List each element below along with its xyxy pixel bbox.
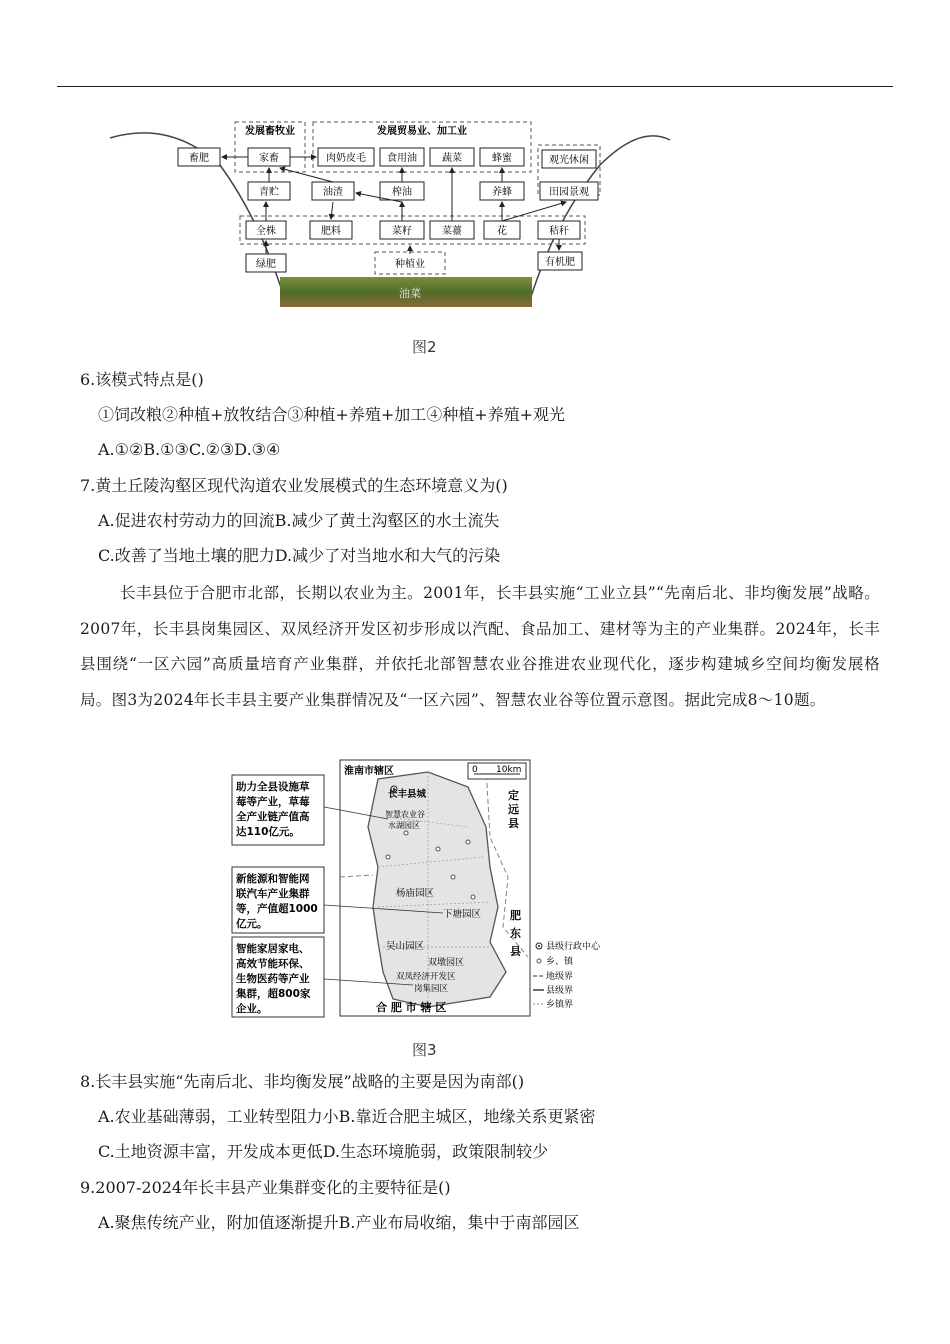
svg-text:县级行政中心: 县级行政中心 — [546, 942, 601, 952]
svg-text:0: 0 — [472, 765, 478, 775]
label-gangji: 岗集园区 — [414, 984, 449, 994]
row4-nodes — [246, 252, 582, 272]
field-label: 油菜 — [399, 287, 421, 300]
svg-text:家畜: 家畜 — [259, 153, 279, 164]
svg-text:绿肥: 绿肥 — [256, 259, 276, 270]
trade-label: 发展贸易业、加工业 — [377, 126, 467, 137]
row3-nodes — [246, 221, 580, 239]
label-xiatang: 下塘园区 — [443, 909, 482, 920]
svg-text:秸秆: 秸秆 — [549, 226, 569, 237]
passage: 长丰县位于合肥市北部，长期以农业为主。2001年，长丰县实施“工业立县”“先南后北、非均衡发展”战略。2007年，长丰县岗集园区、双凤经济开发区初步形成以汽配、食品加工、建材等为主的产业集群。2024年，长丰县围绕“一区六园”高质量培育产业集群，并依托北部智慧农业谷推进农业现代化，逐步构建城乡空间均衡发展格局。图3为2024年长丰县主要产业集群情况及“一区六园”、智慧农业谷等位置示意图。据此完成8～10题。 — [80, 584, 880, 709]
svg-text:榨油: 榨油 — [392, 187, 412, 198]
svg-text:菜籽: 菜籽 — [392, 226, 412, 237]
label-smart-valley: 智慧农业谷 水湖园区 — [385, 810, 425, 830]
label-feidong: 肥 东 县 — [510, 909, 521, 958]
svg-text:青贮: 青贮 — [259, 187, 279, 198]
livestock-label: 发展畜牧业 — [245, 126, 295, 137]
map-legend — [533, 940, 601, 1010]
q7-options-ab: A.促进农村劳动力的回流B.减少了黄土沟壑区的水土流失 — [98, 511, 500, 530]
svg-text:地级界: 地级界 — [546, 972, 574, 982]
q8-options-cd: C.土地资源丰富，开发成本更低D.生态环境脆弱，政策限制较少 — [98, 1142, 549, 1161]
svg-text:养蜂: 养蜂 — [492, 187, 512, 198]
q6-options: A.①②B.①③C.②③D.③④ — [98, 440, 281, 459]
svg-text:花: 花 — [497, 226, 507, 237]
svg-text:助力全县设施草 莓等产业，草莓 全产业链产值: 助力全县设施草 莓等产业，草莓 全产业链产值高 达110亿元。 — [236, 781, 310, 838]
svg-text:蔬菜: 蔬菜 — [442, 153, 462, 164]
header-rule — [57, 86, 893, 87]
svg-text:新能源和智能网 联汽车产业集群 等，产值超1: 新能源和智能网 联汽车产业集群 等，产值超1000 亿元。 — [236, 873, 318, 930]
svg-text:全株: 全株 — [256, 226, 276, 237]
svg-text:10km: 10km — [496, 765, 522, 775]
svg-text:田园景观: 田园景观 — [549, 187, 589, 198]
figure-3-map — [228, 757, 628, 1019]
svg-text:蜂蜜: 蜂蜜 — [492, 153, 512, 164]
svg-text:有机肥: 有机肥 — [545, 257, 575, 268]
figure-2-diagram — [100, 110, 680, 315]
svg-text:种植业: 种植业 — [395, 259, 425, 270]
svg-text:智能家居家电、 高效节能环保、 生物医药等产: 智能家居家电、 高效节能环保、 生物医药等产业 集群，超800家 企业。 — [236, 943, 311, 1015]
figure-3-caption: 图3 — [412, 1041, 437, 1059]
svg-text:菜薹: 菜薹 — [442, 226, 462, 237]
label-huainan: 淮南市辖区 — [344, 766, 394, 777]
label-shuangfeng: 双凤经济开发区 — [396, 972, 456, 982]
row1-nodes — [178, 148, 596, 168]
svg-text:县级界: 县级界 — [546, 986, 574, 996]
q7-stem: 7.黄土丘陵沟壑区现代沟道农业发展模式的生态环境意义为() — [80, 476, 508, 495]
q6-stem: 6.该模式特点是() — [80, 370, 204, 389]
label-dingyuan: 定 远 县 — [508, 789, 519, 830]
svg-text:畜肥: 畜肥 — [189, 153, 209, 164]
q8-options-ab: A.农业基础薄弱，工业转型阻力小B.靠近合肥主城区，地缘关系更紧密 — [98, 1107, 596, 1126]
label-wushan: 吴山园区 — [386, 941, 425, 952]
q8-stem: 8.长丰县实施“先南后北、非均衡发展”战略的主要是因为南部() — [80, 1072, 525, 1091]
svg-text:肥料: 肥料 — [321, 226, 341, 237]
q6-items: ①饲改粮②种植+放牧结合③种植+养殖+加工④种植+养殖+观光 — [98, 405, 566, 424]
svg-text:肉奶皮毛: 肉奶皮毛 — [326, 153, 366, 164]
label-yangmiao: 杨庙园区 — [396, 888, 435, 899]
svg-text:观光休闲: 观光休闲 — [549, 155, 589, 166]
row2-nodes — [248, 182, 598, 200]
svg-text:油渣: 油渣 — [323, 187, 343, 198]
label-hefei: 合 肥 市 辖 区 — [376, 1001, 447, 1014]
svg-text:食用油: 食用油 — [387, 153, 417, 164]
q9-stem: 9.2007-2024年长丰县产业集群变化的主要特征是() — [80, 1178, 451, 1197]
q7-options-cd: C.改善了当地土壤的肥力D.减少了对当地水和大气的污染 — [98, 546, 501, 565]
label-shuangdun: 双墩园区 — [428, 958, 465, 968]
label-changfeng: 长丰县城 — [388, 789, 427, 800]
svg-text:乡、镇: 乡、镇 — [546, 957, 574, 967]
q9-options-ab: A.聚焦传统产业，附加值逐渐提升B.产业布局收缩，集中于南部园区 — [98, 1213, 580, 1232]
svg-text:乡镇界: 乡镇界 — [546, 1000, 574, 1010]
figure-2-caption: 图2 — [412, 338, 437, 356]
